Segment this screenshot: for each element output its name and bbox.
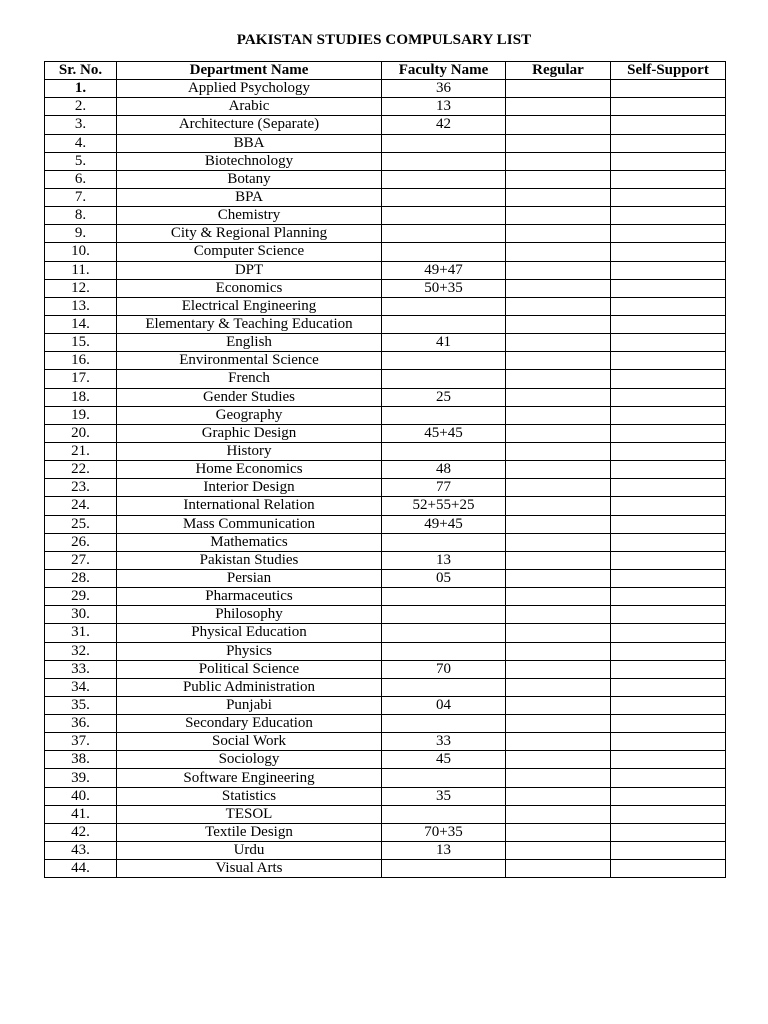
table-row — [45, 370, 726, 388]
regular-cell — [506, 606, 611, 624]
self-support-cell — [611, 733, 726, 751]
self-support-cell — [611, 243, 726, 261]
self-support-cell — [611, 98, 726, 116]
regular-cell — [506, 696, 611, 714]
faculty-name-cell: 13 — [382, 842, 506, 860]
self-support-cell — [611, 188, 726, 206]
department-name-cell: Urdu — [117, 842, 382, 860]
faculty-name-cell — [382, 588, 506, 606]
self-support-cell — [611, 606, 726, 624]
faculty-name-cell: 48 — [382, 461, 506, 479]
department-name-cell: City & Regional Planning — [117, 225, 382, 243]
department-name-cell: Textile Design — [117, 823, 382, 841]
table-row — [45, 261, 726, 279]
table-row — [45, 461, 726, 479]
sr-no-cell: 15. — [45, 334, 117, 352]
table-row — [45, 225, 726, 243]
department-name-cell: BPA — [117, 188, 382, 206]
table-row — [45, 769, 726, 787]
regular-cell — [506, 624, 611, 642]
sr-no-cell: 19. — [45, 406, 117, 424]
table-row — [45, 751, 726, 769]
department-name-cell: Chemistry — [117, 207, 382, 225]
sr-no-cell: 9. — [45, 225, 117, 243]
sr-no-cell: 42. — [45, 823, 117, 841]
self-support-cell — [611, 588, 726, 606]
regular-cell — [506, 207, 611, 225]
regular-cell — [506, 370, 611, 388]
self-support-cell — [611, 207, 726, 225]
sr-no-cell: 39. — [45, 769, 117, 787]
faculty-name-cell — [382, 715, 506, 733]
table-row — [45, 569, 726, 587]
sr-no-cell: 28. — [45, 569, 117, 587]
self-support-cell — [611, 497, 726, 515]
faculty-name-cell: 33 — [382, 733, 506, 751]
faculty-name-cell — [382, 624, 506, 642]
sr-no-cell: 8. — [45, 207, 117, 225]
department-name-cell: Home Economics — [117, 461, 382, 479]
department-name-cell: Environmental Science — [117, 352, 382, 370]
table-row — [45, 188, 726, 206]
department-name-cell: Architecture (Separate) — [117, 116, 382, 134]
department-name-cell: Pakistan Studies — [117, 551, 382, 569]
faculty-name-cell: 70 — [382, 660, 506, 678]
sr-no-cell: 30. — [45, 606, 117, 624]
faculty-name-cell: 35 — [382, 787, 506, 805]
sr-no-cell: 24. — [45, 497, 117, 515]
sr-no-cell: 14. — [45, 315, 117, 333]
regular-cell — [506, 334, 611, 352]
regular-cell — [506, 116, 611, 134]
self-support-cell — [611, 370, 726, 388]
department-name-cell: Biotechnology — [117, 152, 382, 170]
self-support-cell — [611, 769, 726, 787]
sr-no-cell: 13. — [45, 297, 117, 315]
sr-no-cell: 32. — [45, 642, 117, 660]
table-row — [45, 406, 726, 424]
faculty-name-cell: 70+35 — [382, 823, 506, 841]
table-row — [45, 152, 726, 170]
department-name-cell: Punjabi — [117, 696, 382, 714]
sr-no-cell: 17. — [45, 370, 117, 388]
table-row — [45, 678, 726, 696]
sr-no-cell: 29. — [45, 588, 117, 606]
faculty-name-cell: 04 — [382, 696, 506, 714]
faculty-name-cell — [382, 243, 506, 261]
header-faculty-name: Faculty Name — [382, 62, 506, 80]
table-row — [45, 715, 726, 733]
department-name-cell: Electrical Engineering — [117, 297, 382, 315]
regular-cell — [506, 515, 611, 533]
header-self-support: Self-Support — [611, 62, 726, 80]
faculty-name-cell — [382, 352, 506, 370]
regular-cell — [506, 860, 611, 878]
self-support-cell — [611, 388, 726, 406]
department-name-cell: History — [117, 442, 382, 460]
regular-cell — [506, 842, 611, 860]
faculty-name-cell: 36 — [382, 80, 506, 98]
regular-cell — [506, 479, 611, 497]
department-name-cell: Secondary Education — [117, 715, 382, 733]
regular-cell — [506, 787, 611, 805]
table-row — [45, 515, 726, 533]
sr-no-cell: 36. — [45, 715, 117, 733]
department-name-cell: French — [117, 370, 382, 388]
regular-cell — [506, 569, 611, 587]
faculty-name-cell — [382, 442, 506, 460]
sr-no-cell: 44. — [45, 860, 117, 878]
faculty-name-cell — [382, 805, 506, 823]
regular-cell — [506, 297, 611, 315]
faculty-name-cell — [382, 315, 506, 333]
department-name-cell: Mathematics — [117, 533, 382, 551]
sr-no-cell: 16. — [45, 352, 117, 370]
faculty-name-cell: 45+45 — [382, 424, 506, 442]
self-support-cell — [611, 751, 726, 769]
self-support-cell — [611, 569, 726, 587]
self-support-cell — [611, 551, 726, 569]
regular-cell — [506, 134, 611, 152]
sr-no-cell: 5. — [45, 152, 117, 170]
regular-cell — [506, 769, 611, 787]
table-row — [45, 315, 726, 333]
sr-no-cell: 34. — [45, 678, 117, 696]
sr-no-cell: 33. — [45, 660, 117, 678]
faculty-name-cell — [382, 533, 506, 551]
sr-no-cell: 3. — [45, 116, 117, 134]
table-row — [45, 624, 726, 642]
self-support-cell — [611, 334, 726, 352]
faculty-name-cell: 25 — [382, 388, 506, 406]
self-support-cell — [611, 406, 726, 424]
table-row — [45, 80, 726, 98]
table-row — [45, 479, 726, 497]
self-support-cell — [611, 842, 726, 860]
self-support-cell — [611, 678, 726, 696]
table-row — [45, 442, 726, 460]
department-name-cell: Political Science — [117, 660, 382, 678]
header-department-name: Department Name — [117, 62, 382, 80]
department-name-cell: TESOL — [117, 805, 382, 823]
regular-cell — [506, 678, 611, 696]
regular-cell — [506, 170, 611, 188]
faculty-name-cell: 41 — [382, 334, 506, 352]
faculty-name-cell — [382, 188, 506, 206]
department-name-cell: Mass Communication — [117, 515, 382, 533]
regular-cell — [506, 261, 611, 279]
sr-no-cell: 7. — [45, 188, 117, 206]
sr-no-cell: 4. — [45, 134, 117, 152]
table-row — [45, 551, 726, 569]
regular-cell — [506, 823, 611, 841]
regular-cell — [506, 497, 611, 515]
department-name-cell: Geography — [117, 406, 382, 424]
faculty-name-cell: 50+35 — [382, 279, 506, 297]
faculty-name-cell: 45 — [382, 751, 506, 769]
department-name-cell: Software Engineering — [117, 769, 382, 787]
faculty-name-cell — [382, 370, 506, 388]
regular-cell — [506, 733, 611, 751]
faculty-name-cell — [382, 769, 506, 787]
sr-no-cell: 12. — [45, 279, 117, 297]
department-name-cell: Sociology — [117, 751, 382, 769]
regular-cell — [506, 642, 611, 660]
faculty-name-cell — [382, 642, 506, 660]
table-row — [45, 660, 726, 678]
self-support-cell — [611, 424, 726, 442]
regular-cell — [506, 660, 611, 678]
department-name-cell: BBA — [117, 134, 382, 152]
self-support-cell — [611, 116, 726, 134]
sr-no-cell: 20. — [45, 424, 117, 442]
regular-cell — [506, 805, 611, 823]
self-support-cell — [611, 297, 726, 315]
self-support-cell — [611, 533, 726, 551]
self-support-cell — [611, 352, 726, 370]
sr-no-cell: 18. — [45, 388, 117, 406]
department-name-cell: International Relation — [117, 497, 382, 515]
sr-no-cell: 11. — [45, 261, 117, 279]
regular-cell — [506, 388, 611, 406]
sr-no-cell: 23. — [45, 479, 117, 497]
table-row — [45, 134, 726, 152]
faculty-name-cell: 49+45 — [382, 515, 506, 533]
self-support-cell — [611, 170, 726, 188]
regular-cell — [506, 352, 611, 370]
sr-no-cell: 6. — [45, 170, 117, 188]
table-row — [45, 842, 726, 860]
table-row — [45, 388, 726, 406]
faculty-name-cell: 13 — [382, 98, 506, 116]
regular-cell — [506, 225, 611, 243]
regular-cell — [506, 406, 611, 424]
department-name-cell: Physics — [117, 642, 382, 660]
table-row — [45, 98, 726, 116]
table-row — [45, 424, 726, 442]
table-header-row — [45, 62, 726, 80]
regular-cell — [506, 243, 611, 261]
sr-no-cell: 31. — [45, 624, 117, 642]
table-row — [45, 696, 726, 714]
regular-cell — [506, 315, 611, 333]
faculty-name-cell — [382, 297, 506, 315]
faculty-name-cell: 49+47 — [382, 261, 506, 279]
department-name-cell: Persian — [117, 569, 382, 587]
department-name-cell: Arabic — [117, 98, 382, 116]
department-name-cell: Physical Education — [117, 624, 382, 642]
regular-cell — [506, 188, 611, 206]
table-row — [45, 207, 726, 225]
sr-no-cell: 37. — [45, 733, 117, 751]
self-support-cell — [611, 261, 726, 279]
department-table — [44, 61, 726, 878]
department-name-cell: Statistics — [117, 787, 382, 805]
self-support-cell — [611, 696, 726, 714]
table-row — [45, 170, 726, 188]
self-support-cell — [611, 80, 726, 98]
table-row — [45, 588, 726, 606]
regular-cell — [506, 715, 611, 733]
table-row — [45, 334, 726, 352]
department-name-cell: Graphic Design — [117, 424, 382, 442]
regular-cell — [506, 588, 611, 606]
table-row — [45, 297, 726, 315]
faculty-name-cell: 42 — [382, 116, 506, 134]
faculty-name-cell — [382, 860, 506, 878]
sr-no-cell: 27. — [45, 551, 117, 569]
self-support-cell — [611, 787, 726, 805]
sr-no-cell: 40. — [45, 787, 117, 805]
self-support-cell — [611, 805, 726, 823]
sr-no-cell: 43. — [45, 842, 117, 860]
table-row — [45, 116, 726, 134]
self-support-cell — [611, 442, 726, 460]
faculty-name-cell: 52+55+25 — [382, 497, 506, 515]
sr-no-cell: 26. — [45, 533, 117, 551]
self-support-cell — [611, 479, 726, 497]
sr-no-cell: 1. — [45, 80, 117, 98]
department-name-cell: Public Administration — [117, 678, 382, 696]
self-support-cell — [611, 152, 726, 170]
table-row — [45, 860, 726, 878]
table-row — [45, 533, 726, 551]
department-name-cell: Social Work — [117, 733, 382, 751]
regular-cell — [506, 424, 611, 442]
sr-no-cell: 22. — [45, 461, 117, 479]
sr-no-cell: 41. — [45, 805, 117, 823]
table-row — [45, 243, 726, 261]
department-name-cell: Pharmaceutics — [117, 588, 382, 606]
self-support-cell — [611, 624, 726, 642]
sr-no-cell: 21. — [45, 442, 117, 460]
table-row — [45, 805, 726, 823]
faculty-name-cell — [382, 134, 506, 152]
department-name-cell: Visual Arts — [117, 860, 382, 878]
faculty-name-cell — [382, 207, 506, 225]
header-sr-no: Sr. No. — [45, 62, 117, 80]
self-support-cell — [611, 660, 726, 678]
regular-cell — [506, 551, 611, 569]
faculty-name-cell — [382, 606, 506, 624]
table-row — [45, 733, 726, 751]
department-name-cell: Philosophy — [117, 606, 382, 624]
regular-cell — [506, 442, 611, 460]
table-row — [45, 279, 726, 297]
page-title: PAKISTAN STUDIES COMPULSARY LIST — [236, 32, 532, 48]
table-row — [45, 642, 726, 660]
department-name-cell: Elementary & Teaching Education — [117, 315, 382, 333]
regular-cell — [506, 152, 611, 170]
header-regular: Regular — [506, 62, 611, 80]
department-name-cell: DPT — [117, 261, 382, 279]
table-row — [45, 787, 726, 805]
self-support-cell — [611, 134, 726, 152]
faculty-name-cell — [382, 406, 506, 424]
self-support-cell — [611, 515, 726, 533]
sr-no-cell: 2. — [45, 98, 117, 116]
self-support-cell — [611, 823, 726, 841]
self-support-cell — [611, 642, 726, 660]
self-support-cell — [611, 225, 726, 243]
faculty-name-cell — [382, 678, 506, 696]
table-row — [45, 497, 726, 515]
regular-cell — [506, 279, 611, 297]
faculty-name-cell: 77 — [382, 479, 506, 497]
department-name-cell: Economics — [117, 279, 382, 297]
regular-cell — [506, 533, 611, 551]
regular-cell — [506, 461, 611, 479]
regular-cell — [506, 751, 611, 769]
faculty-name-cell — [382, 225, 506, 243]
faculty-name-cell — [382, 152, 506, 170]
table-row — [45, 823, 726, 841]
department-name-cell: Applied Psychology — [117, 80, 382, 98]
sr-no-cell: 38. — [45, 751, 117, 769]
faculty-name-cell — [382, 170, 506, 188]
self-support-cell — [611, 715, 726, 733]
faculty-name-cell: 05 — [382, 569, 506, 587]
department-name-cell: Computer Science — [117, 243, 382, 261]
regular-cell — [506, 98, 611, 116]
table-row — [45, 606, 726, 624]
department-name-cell: Interior Design — [117, 479, 382, 497]
table-row — [45, 352, 726, 370]
sr-no-cell: 10. — [45, 243, 117, 261]
self-support-cell — [611, 315, 726, 333]
department-name-cell: Botany — [117, 170, 382, 188]
department-name-cell: Gender Studies — [117, 388, 382, 406]
department-name-cell: English — [117, 334, 382, 352]
self-support-cell — [611, 279, 726, 297]
regular-cell — [506, 80, 611, 98]
table-body — [45, 80, 726, 878]
sr-no-cell: 25. — [45, 515, 117, 533]
sr-no-cell: 35. — [45, 696, 117, 714]
self-support-cell — [611, 461, 726, 479]
faculty-name-cell: 13 — [382, 551, 506, 569]
self-support-cell — [611, 860, 726, 878]
